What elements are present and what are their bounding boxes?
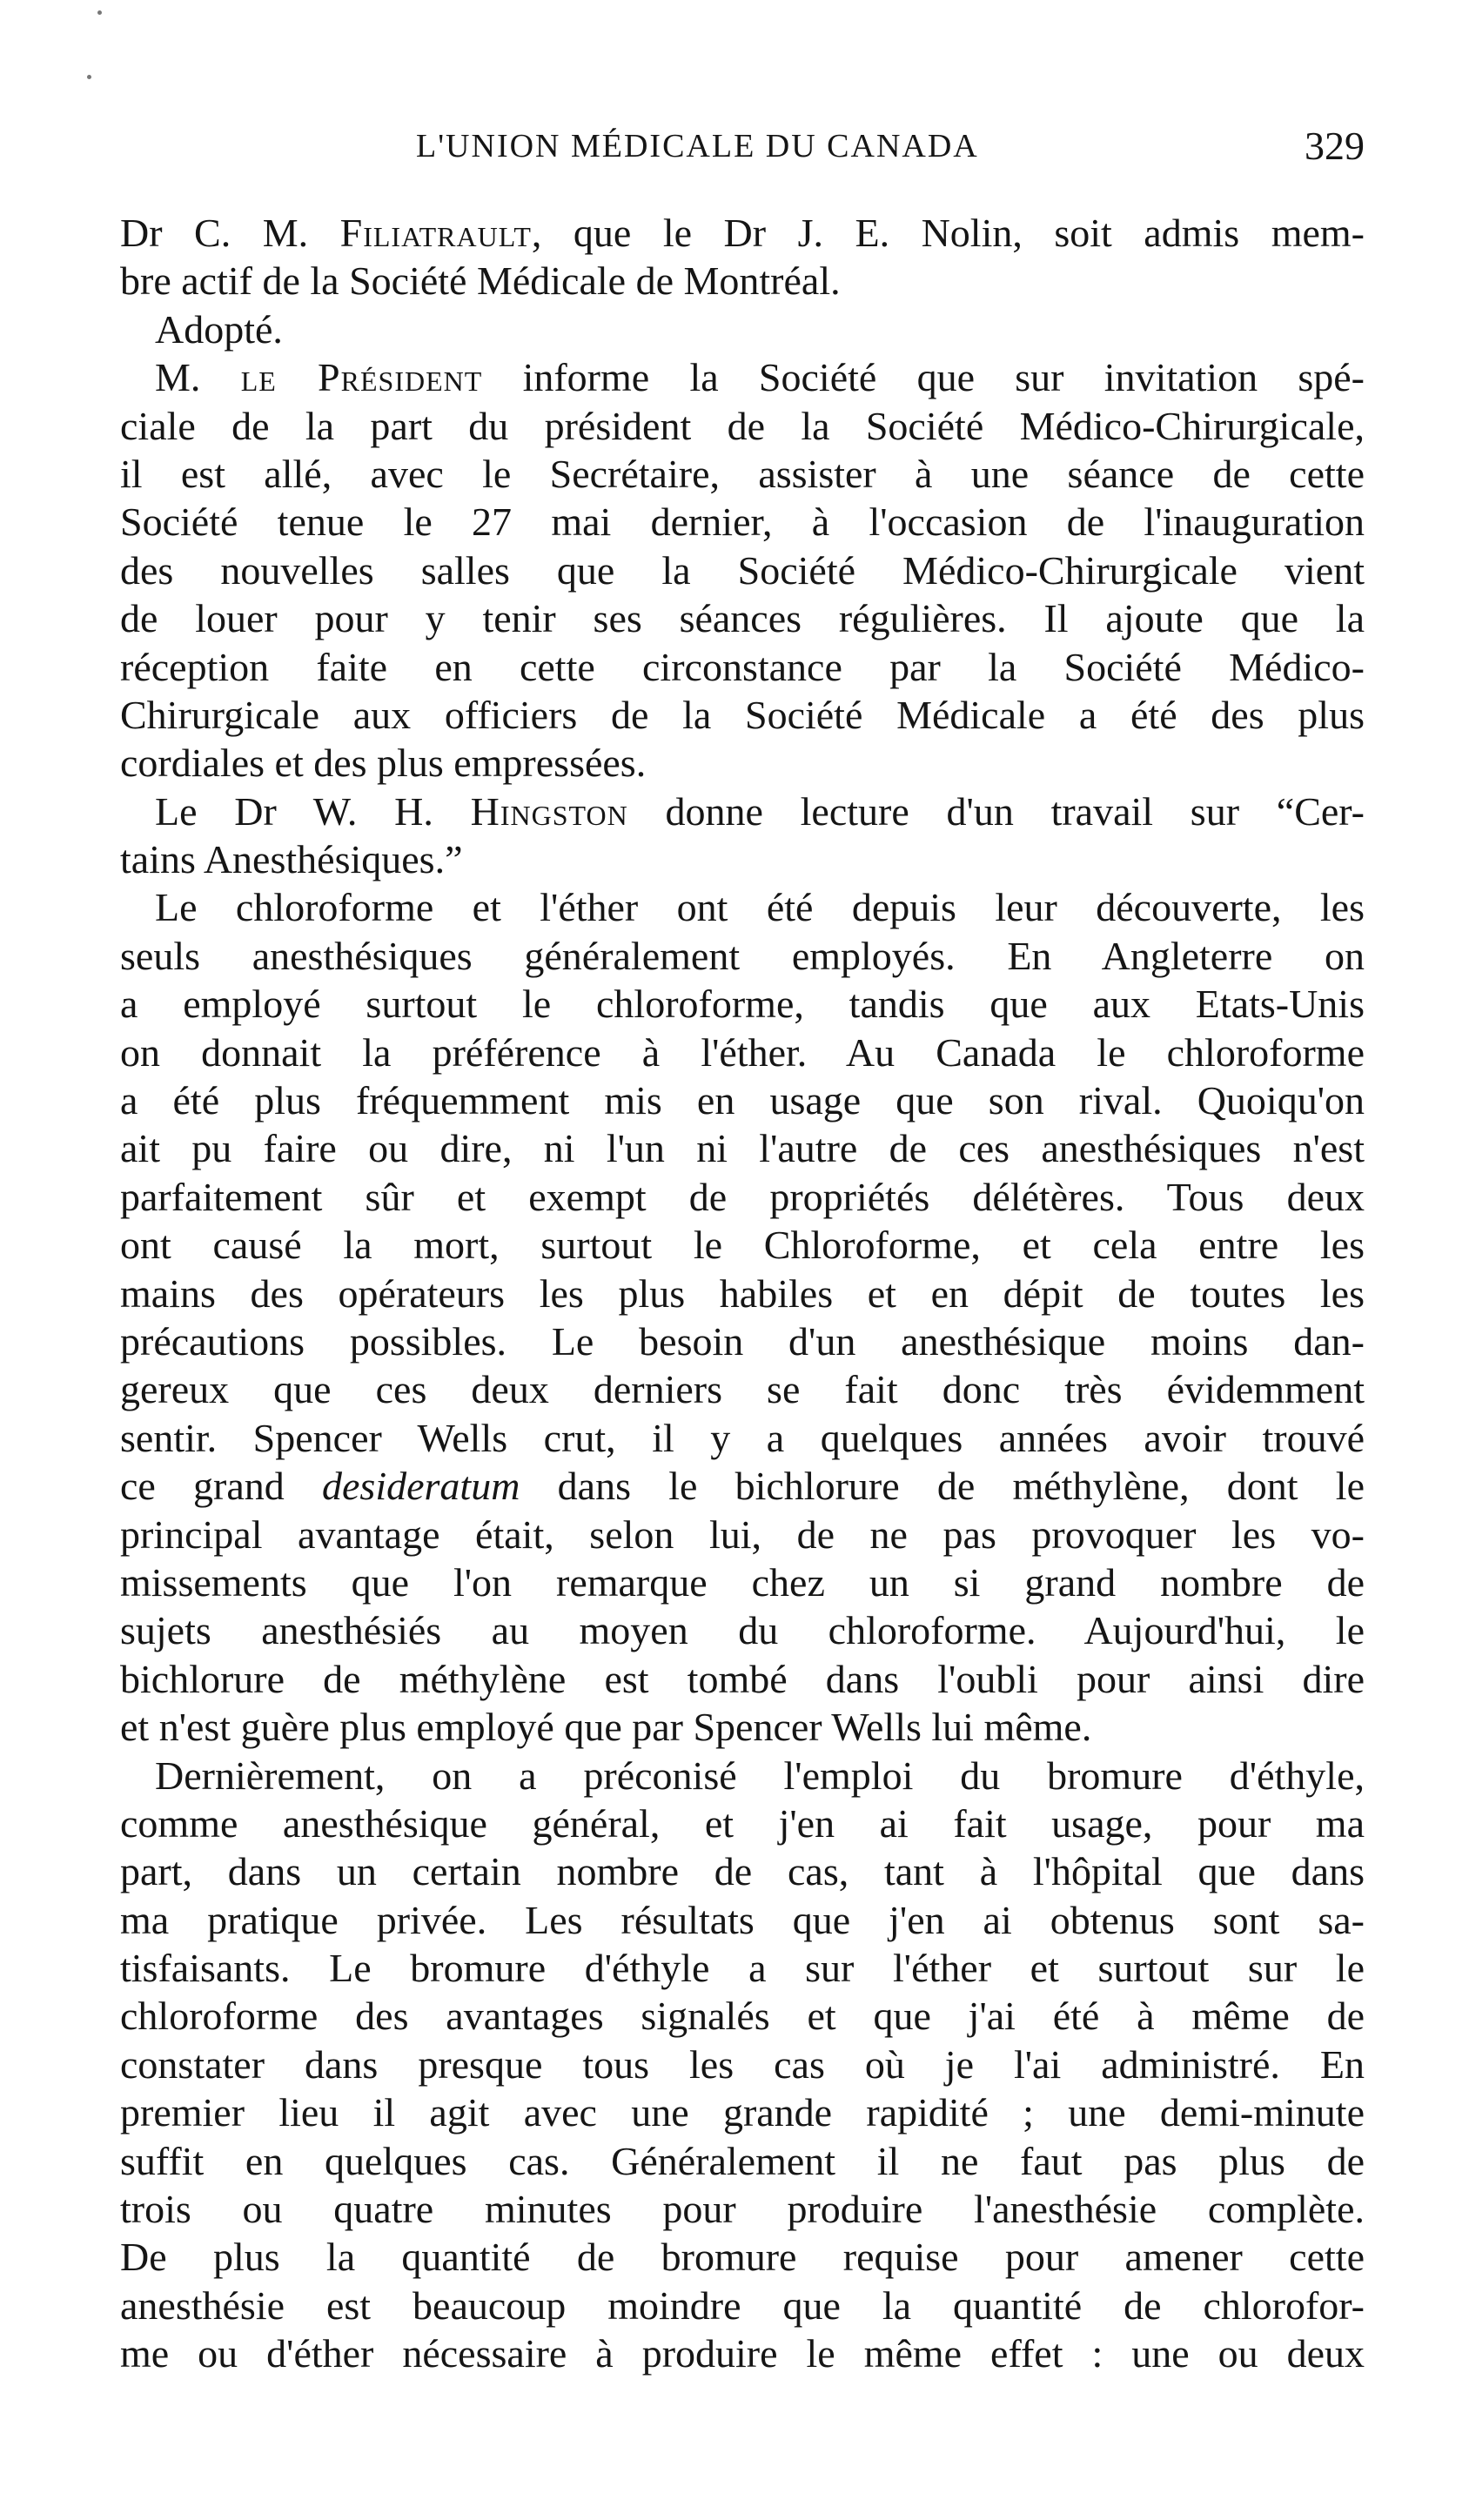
text-line: seuls anesthésiques généralement employés. En Angleterre on — [120, 933, 1365, 978]
text-line: mains des opérateurs les plus habiles et en dépit de toutes les — [120, 1270, 1365, 1316]
text-line: Le Dr W. H. Hingston donne lecture d'un travail sur “Cer- — [155, 788, 1365, 834]
text-line: ce grand desideratum dans le bichlorure de méthylène, dont le — [120, 1464, 1365, 1509]
text-line: me ou d'éther nécessaire à produire le même effet : une ou deux — [120, 2331, 1365, 2376]
text-line: Dr C. M. Filiatrault, que le Dr J. E. Nolin, soit admis mem- — [120, 211, 1365, 255]
scan-speck — [97, 10, 102, 15]
text-line: sentir. Spencer Wells crut, il y a quelques années avoir trouvé — [120, 1415, 1365, 1460]
text-line: principal avantage était, selon lui, de ne pas provoquer les vo- — [120, 1511, 1365, 1557]
text-line: Dernièrement, on a préconisé l'emploi du bromure d'éthyle, — [155, 1753, 1365, 1798]
text-line: tains Anesthésiques.” — [120, 837, 463, 882]
text-line: tisfaisants. Le bromure d'éthyle a sur l'éther et surtout sur le — [120, 1946, 1365, 1991]
text-line: constater dans presque tous les cas où je l'ai administré. En — [120, 2041, 1365, 2087]
text-line: missements que l'on remarque chez un si grand nombre de — [120, 1559, 1365, 1605]
text-line: ont causé la mort, surtout le Chloroforme, et cela entre les — [120, 1223, 1365, 1268]
text-line: parfaitement sûr et exempt de propriétés délétères. Tous deux — [120, 1174, 1365, 1219]
text-line: chloroforme des avantages signalés et que j'ai été à même de — [120, 1994, 1365, 2039]
text-line: Chirurgicale aux officiers de la Société Médicale a été des plus — [120, 692, 1365, 737]
text-line: on donnait la préférence à l'éther. Au Canada le chloroforme — [120, 1029, 1365, 1075]
text-line: gereux que ces deux derniers se fait donc très évidemment — [120, 1367, 1365, 1412]
scan-speck — [87, 75, 91, 79]
text-line: Société tenue le 27 mai dernier, à l'occasion de l'inauguration — [120, 499, 1365, 545]
text-line: Le chloroforme et l'éther ont été depuis leur découverte, les — [155, 885, 1365, 930]
text-line: part, dans un certain nombre de cas, tant à l'hôpital que dans — [120, 1849, 1365, 1894]
text-line: Adopté. — [155, 306, 283, 352]
text-line: ma pratique privée. Les résultats que j'en ai obtenus sont sa- — [120, 1897, 1365, 1942]
text-line: suffit en quelques cas. Généralement il ne faut pas plus de — [120, 2138, 1365, 2183]
text-line: trois ou quatre minutes pour produire l'anesthésie complète. — [120, 2187, 1365, 2232]
page-number: 329 — [1305, 124, 1365, 168]
text-line: réception faite en cette circonstance par la Société Médico- — [120, 644, 1365, 689]
text-line: De plus la quantité de bromure requise pour amener cette — [120, 2235, 1365, 2280]
text-line: de louer pour y tenir ses séances régulières. Il ajoute que la — [120, 596, 1365, 641]
text-line: sujets anesthésiés au moyen du chloroforme. Aujourd'hui, le — [120, 1608, 1365, 1653]
text-line: comme anesthésique général, et j'en ai fait usage, pour ma — [120, 1800, 1365, 1846]
text-line: a été plus fréquemment mis en usage que son rival. Quoiqu'on — [120, 1078, 1365, 1123]
text-line: anesthésie est beaucoup moindre que la quantité de chlorofor- — [120, 2282, 1365, 2328]
text-line: précautions possibles. Le besoin d'un anesthésique moins dan- — [120, 1318, 1365, 1364]
text-line: il est allé, avec le Secrétaire, assister à une séance de cette — [120, 451, 1365, 496]
text-line: ciale de la part du président de la Société Médico-Chirurgicale, — [120, 403, 1365, 448]
page-header — [120, 120, 1365, 172]
text-line: bichlorure de méthylène est tombé dans l'oubli pour ainsi dire — [120, 1656, 1365, 1701]
text-line: bre actif de la Société Médicale de Montréal. — [120, 258, 841, 304]
text-line: ait pu faire ou dire, ni l'un ni l'autre de ces anesthésiques n'est — [120, 1126, 1365, 1171]
running-title: L'UNION MÉDICALE DU CANADA — [416, 128, 979, 164]
body-text — [120, 209, 1365, 2378]
text-line: premier lieu il agit avec une grande rapidité ; une demi-minute — [120, 2090, 1365, 2135]
text-line: a employé surtout le chloroforme, tandis que aux Etats-Unis — [120, 982, 1365, 1027]
text-line: cordiales et des plus empressées. — [120, 741, 647, 786]
text-line: et n'est guère plus employé que par Spencer Wells lui même. — [120, 1705, 1092, 1750]
text-line: des nouvelles salles que la Société Médico-Chirurgicale vient — [120, 547, 1365, 593]
text-line: M. le Président informe la Société que sur invitation spé- — [155, 355, 1365, 400]
